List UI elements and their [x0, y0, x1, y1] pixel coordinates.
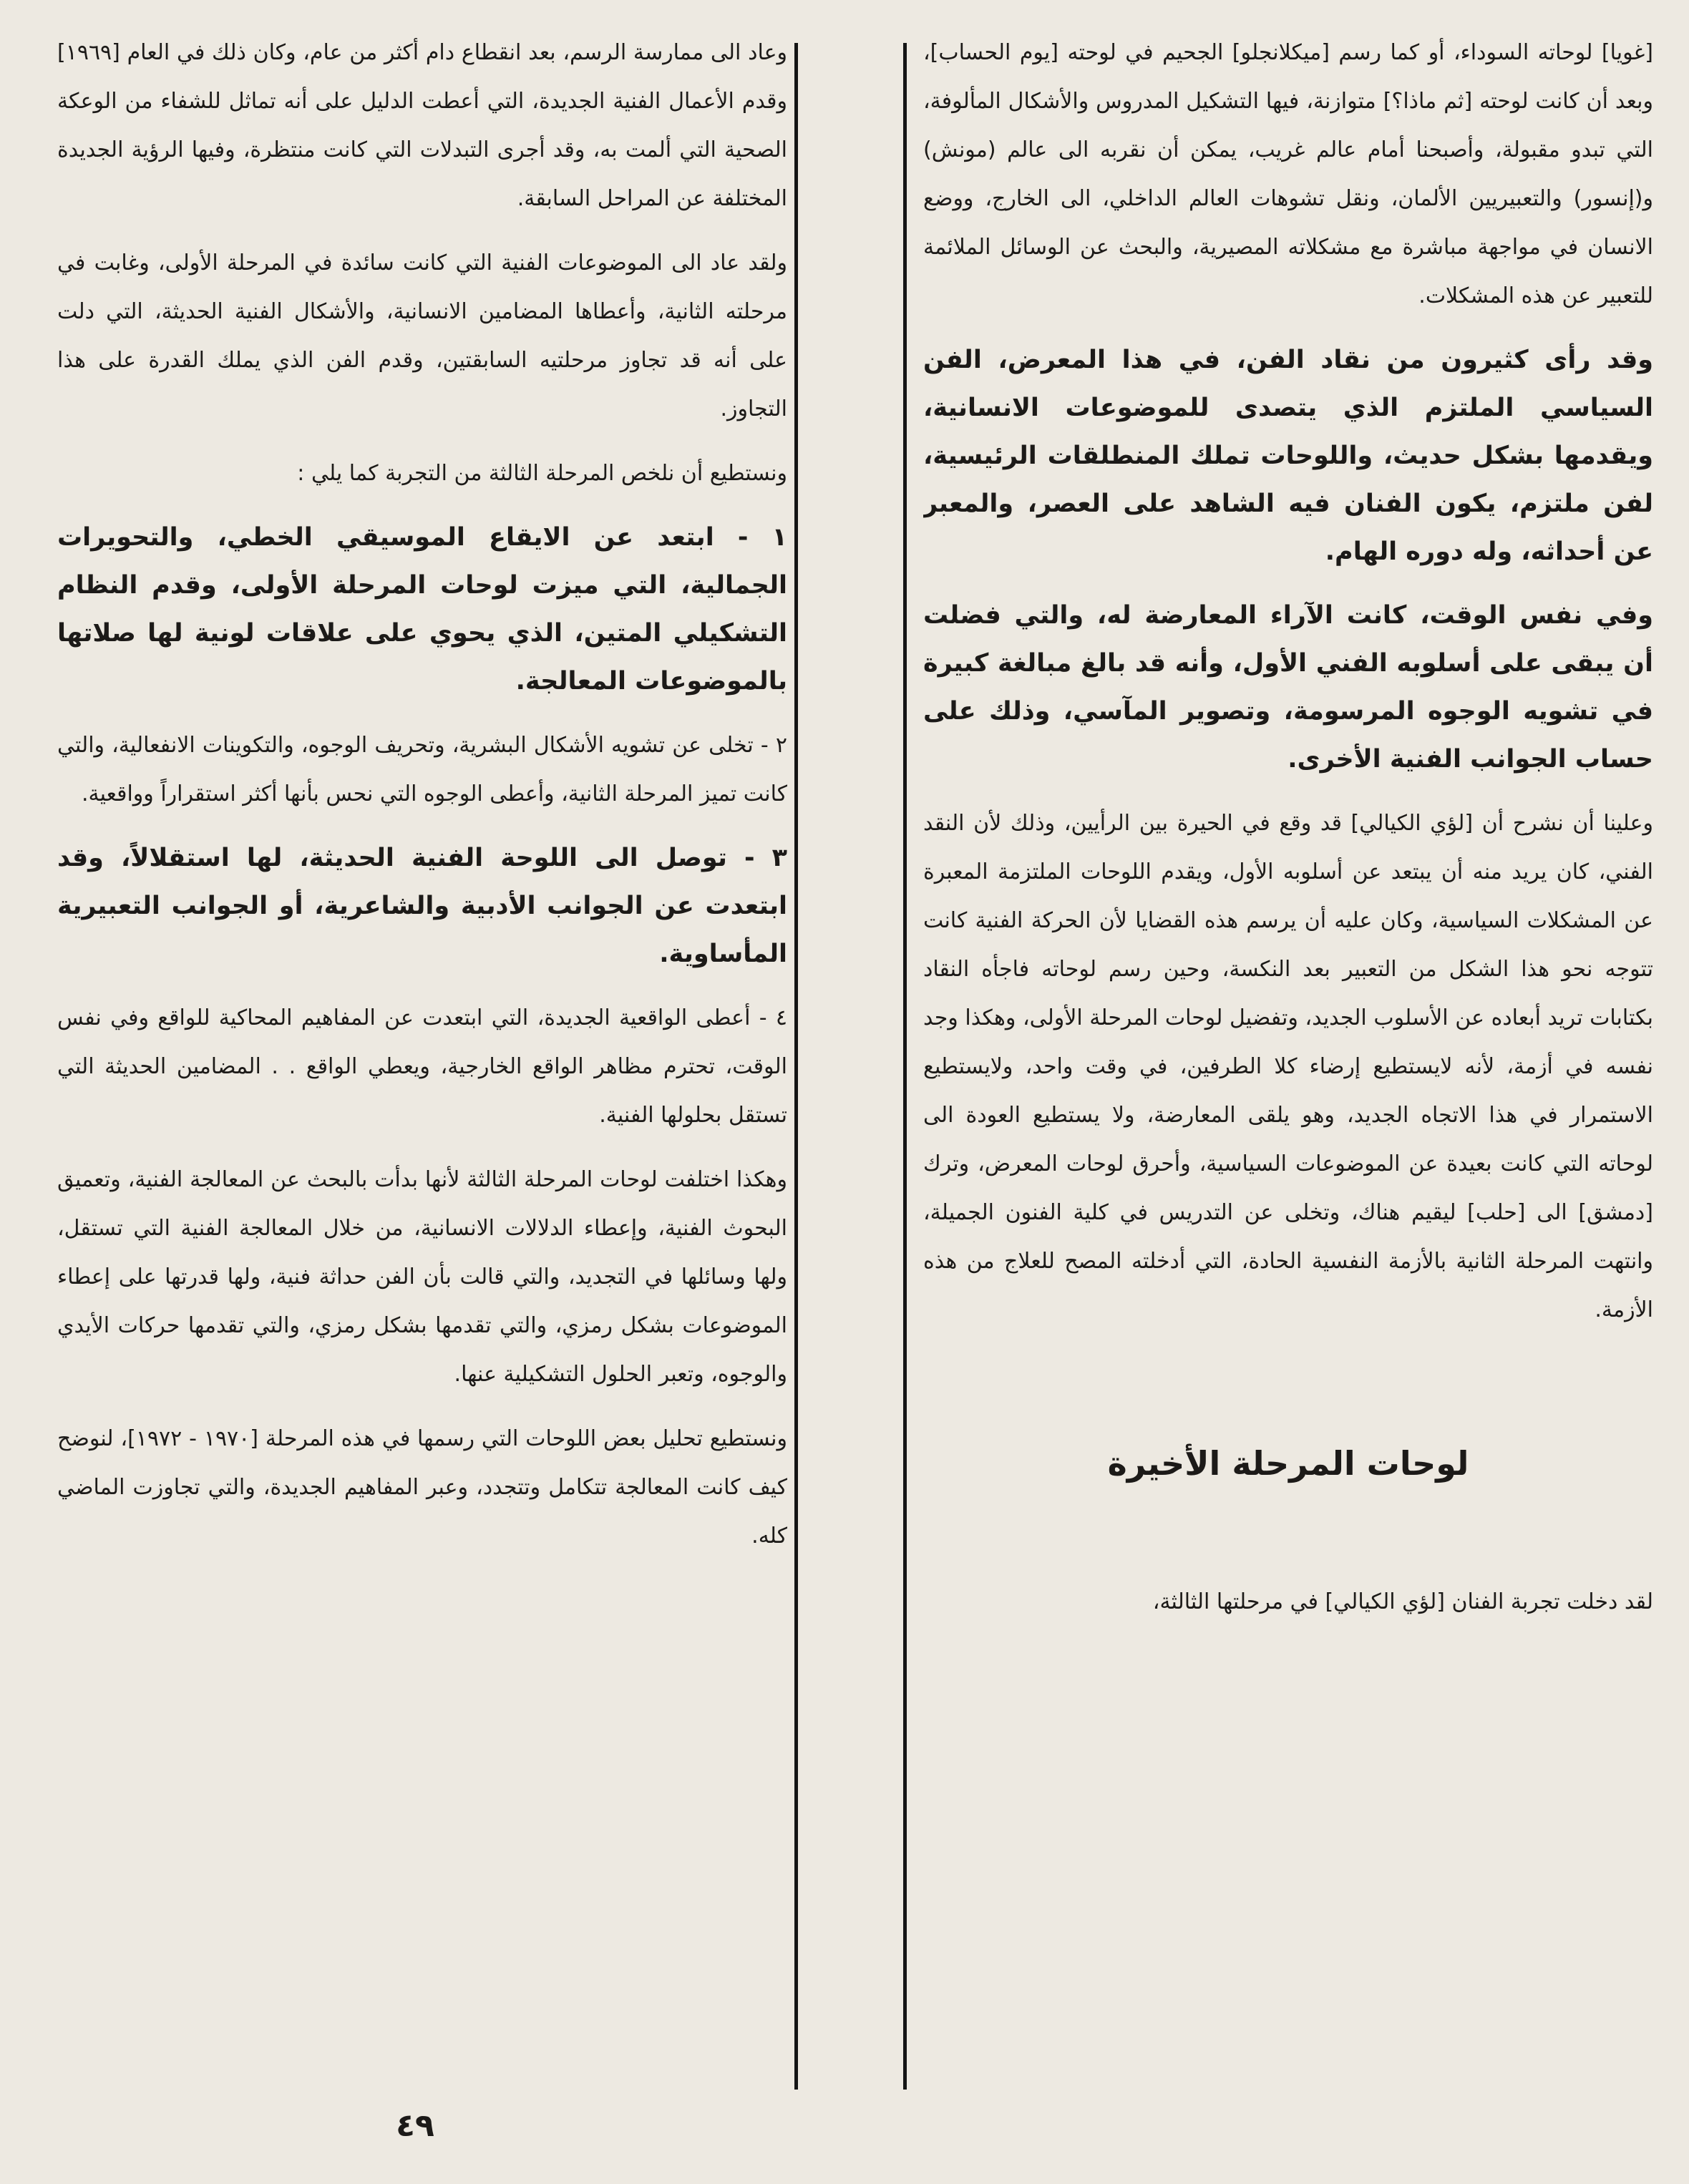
paragraph: ونستطيع تحليل بعض اللوحات التي رسمها في هذه المرحلة [١٩٧٠ - ١٩٧٢]، لنوضح كيف كانت المعالجة تتكامل وتتجدد، وعبر المفاهيم الجديدة، والتي تجاوزت الماضي كله. [57, 1426, 787, 1549]
left-column [57, 29, 787, 2090]
closing-line: لقد دخلت تجربة الفنان [لؤي الكيالي] في مرحلتها الثالثة، [1152, 1589, 1653, 1614]
right-column-rule [903, 43, 907, 2090]
list-item-bold: ٣ - توصل الى اللوحة الفنية الحديثة، لها استقلالاً، وقد ابتعدت عن الجوانب الأدبية والشاعرية، أو الجوانب التعبيرية المأساوية. [57, 844, 787, 968]
paragraph-bold: وفي نفس الوقت، كانت الآراء المعارضة له، والتي فضلت أن يبقى على أسلوبه الفني الأول، وأنه قد بالغ مبالغة كبيرة في تشويه الوجوه المرسومة، وتصوير المآسي، وذلك على حساب الجوانب الفنية الأخرى. [923, 601, 1653, 774]
paragraph: ولقد عاد الى الموضوعات الفنية التي كانت سائدة في المرحلة الأولى، وغابت في مرحلته الثانية، وأعطاها المضامين الانسانية، والأشكال الفنية الحديثة، التي دلت على أنه قد تجاوز مرحلتيه السابقتين، وقدم الفن الذي يملك القدرة على هذا التجاوز. [57, 250, 787, 421]
paragraph-bold: وقد رأى كثيرون من نقاد الفن، في هذا المعرض، الفن السياسي الملتزم الذي يتصدى للموضوعات الانسانية، ويقدمها بشكل حديث، واللوحات تملك المنطلقات الرئيسية، لفن ملتزم، يكون الفنان فيه الشاهد على العصر، والمعبر عن أحداثه، وله دوره الهام. [923, 346, 1653, 566]
list-item: ٤ - أعطى الواقعية الجديدة، التي ابتعدت عن المفاهيم المحاكية للواقع وفي نفس الوقت، تحترم مظاهر الواقع الخارجية، ويعطي الواقع . . المضامين الحديثة التي تستقل بحلولها الفنية. [57, 1005, 787, 1128]
center-column-divider [794, 43, 798, 2090]
section-heading: لوحات المرحلة الأخيرة [1107, 1444, 1469, 1483]
paragraph: ونستطيع أن نلخص المرحلة الثالثة من التجربة كما يلي : [297, 461, 787, 486]
list-item-bold: ١ - ابتعد عن الايقاع الموسيقي الخطي، والتحويرات الجمالية، التي ميزت لوحات المرحلة الأولى، وقدم النظام التشكيلي المتين، الذي يحوي على علاقات لونية لها صلاتها بالموضوعات المعالجة. [57, 523, 787, 696]
list-item: ٢ - تخلى عن تشويه الأشكال البشرية، وتحريف الوجوه، والتكوينات الانفعالية، والتي كانت تميز المرحلة الثانية، وأعطى الوجوه التي نحس بأنها أكثر استقراراً وواقعية. [57, 733, 787, 806]
paragraph: وعاد الى ممارسة الرسم، بعد انقطاع دام أكثر من عام، وكان ذلك في العام [١٩٦٩] وقدم الأعمال الفنية الجديدة، التي أعطت الدليل على أنه تماثل للشفاء من الوعكة الصحية التي ألمت به، وقد أجرى التبدلات التي كانت منتظرة، وفيها الرؤية الجديدة المختلفة عن المراحل السابقة. [57, 40, 787, 211]
right-column [923, 29, 1653, 2090]
paragraph: وهكذا اختلفت لوحات المرحلة الثالثة لأنها بدأت بالبحث عن المعالجة الفنية، وتعميق البحوث الفنية، وإعطاء الدلالات الانسانية، من خلال المعالجة الفنية التي تستقل، ولها وسائلها في التجديد، والتي قالت بأن الفن حداثة فنية، ولها قدرتها على إعطاء الموضوعات بشكل رمزي، والتي تقدمها بشكل رمزي، والتي تقدمها حركات الأيدي والوجوه، وتعبر الحلول التشكيلية عنها. [57, 1167, 787, 1387]
page-number: ٤٩ [396, 2107, 434, 2144]
paragraph: [غويا] لوحاته السوداء، أو كما رسم [ميكلانجلو] الجحيم في لوحته [يوم الحساب]، وبعد أن كانت لوحته [ثم ماذا؟] متوازنة، فيها التشكيل المدروس والأشكال المألوفة، التي تبدو مقبولة، وأصبحنا أمام عالم غريب، يمكن أن نقربه الى عالم (مونش) و(إنسور) والتعبيريين الألمان، ونقل تشوهات العالم الداخلي، الى الخارج، ووضع الانسان في مواجهة مباشرة مع مشكلاته المصيرية، والبحث عن الوسائل الملائمة للتعبير عن هذه المشكلات. [923, 40, 1653, 308]
paragraph: وعلينا أن نشرح أن [لؤي الكيالي] قد وقع في الحيرة بين الرأيين، وذلك لأن النقد الفني، كان يريد منه أن يبتعد عن أسلوبه الأول، ويقدم اللوحات الملتزمة المعبرة عن المشكلات السياسية، وكان عليه أن يرسم هذه القضايا لأن الحركة الفنية كانت تتوجه نحو هذا الشكل من التعبير بعد النكسة، وحين رسم لوحاته فاجأه النقاد بكتابات تريد أبعاده عن الأسلوب الجديد، وتفضيل لوحات المرحلة الأولى، وهكذا وجد نفسه في أزمة، لأنه لايستطيع إرضاء كلا الطرفين، في وقت واحد، ولايستطيع الاستمرار في هذا الاتجاه الجديد، وهو يلقى المعارضة، ولا يستطيع العودة الى لوحاته التي كانت بعيدة عن الموضوعات السياسية، وأحرق لوحات المعرض، وترك [دمشق] الى [حلب] ليقيم هناك، وتخلى عن التدريس في كلية الفنون الجميلة، وانتهت المرحلة الثانية بالأزمة النفسية الحادة، التي أدخلته المصح للعلاج من هذه الأزمة. [923, 811, 1653, 1322]
